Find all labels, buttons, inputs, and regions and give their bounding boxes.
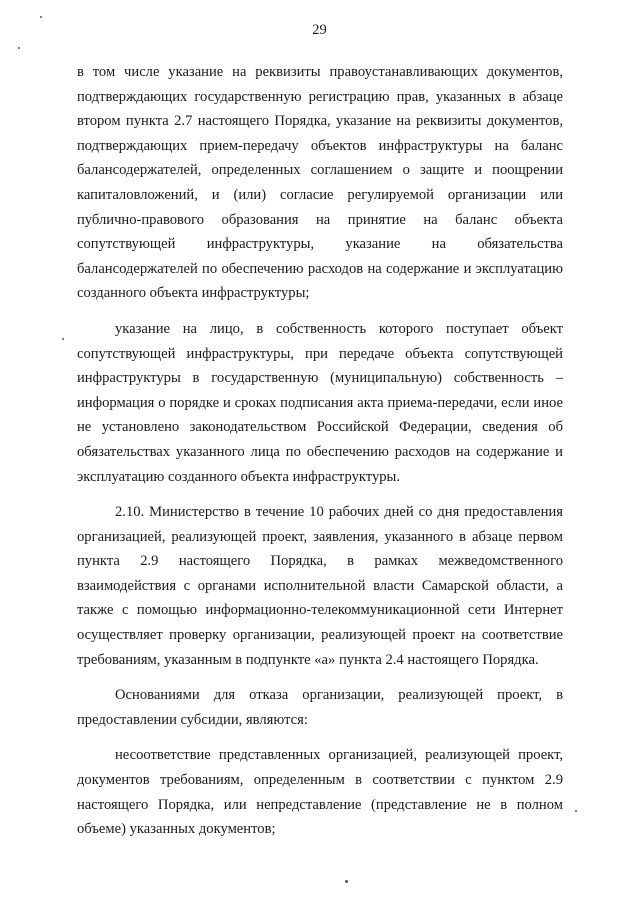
scan-speck: [345, 880, 348, 883]
paragraph-2: указание на лицо, в собственность которого поступает объект сопутствующей инфраструктуры, при передаче объекта сопутствующей инфраструктуры в государственную (муниципальную) собственность – информация о порядке и сроках подписания акта приема-передачи, если иное не установлено законодательством Российской Федерации, сведения об обязательствах указанного лица по обеспечению расходов на содержание и эксплуатацию созданного объекта инфраструктуры.: [77, 320, 563, 485]
scan-speck: [575, 810, 577, 812]
paragraph-5: несоответствие представленных организацией, реализующей проект, документов требованиям, определенным в соответствии с пунктом 2.9 настоящего Порядка, или непредставление (представление не в полном объеме) указанных документов;: [77, 747, 563, 838]
scan-speck: [18, 47, 20, 49]
document-body: [77, 60, 563, 842]
paragraph-1: в том числе указание на реквизиты правоустанавливающих документов, подтверждающих государственную регистрацию прав, указанных в абзаце втором пункта 2.7 настоящего Порядка, указание на реквизиты документов, подтверждающих прием-передачу объектов инфраструктуры на баланс балансодержателей, определенных соглашением о защите и поощрении капиталовложений, и (или) согласие регулируемой организации или публично-правового образования на принятие на баланс объекта сопутствующей инфраструктуры, указание на обязательства балансодержателей по обеспечению расходов на содержание и эксплуатацию созданного объекта инфраструктуры;: [77, 64, 563, 302]
page-number: 29: [312, 22, 327, 38]
paragraph-3: 2.10. Министерство в течение 10 рабочих дней со дня предоставления организацией, реализующей проект, заявления, указанного в абзаце первом пункта 2.9 настоящего Порядка, в рамках межведомственного взаимодействия с органами исполнительной власти Самарской области, а также с помощью информационно-телекоммуникационной сети Интернет осуществляет проверку организации, реализующей проект на соответствие требованиям, указанным в подпункте «а» пункта 2.4 настоящего Порядка.: [77, 504, 563, 668]
paragraph-4: Основаниями для отказа организации, реализующей проект, в предоставлении субсидии, являются:: [77, 687, 563, 728]
scan-speck: [62, 338, 64, 340]
scan-speck: [40, 16, 42, 18]
